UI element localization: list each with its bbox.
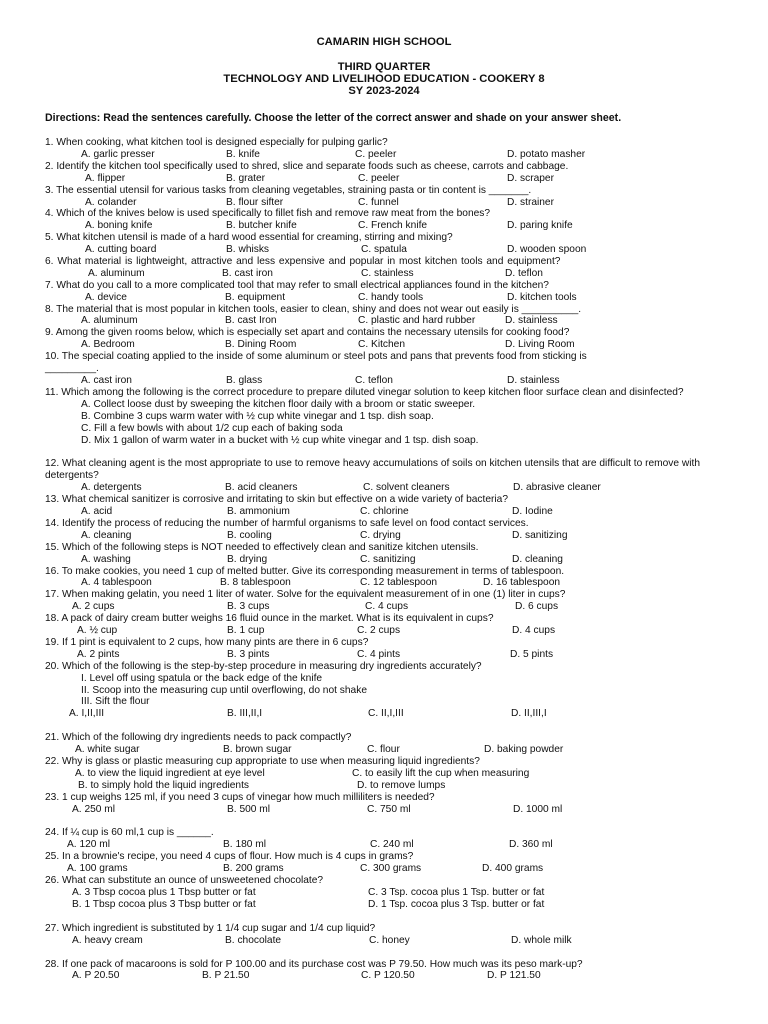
options-18 bbox=[45, 625, 735, 637]
question-9: 9. Among the given rooms below, which is especially set apart and contains the necessary utensils for cooking food? bbox=[45, 327, 570, 339]
option-a: A. ½ cup bbox=[77, 625, 118, 636]
options-26-row1 bbox=[45, 887, 735, 899]
options-27 bbox=[45, 935, 735, 947]
option-d: D. stainless bbox=[505, 315, 558, 327]
question-19: 19. If 1 pint is equivalent to 2 cups, how many pints are there in 6 cups? bbox=[45, 636, 369, 648]
option-a: A. device bbox=[85, 291, 127, 303]
option-c: C. stainless bbox=[361, 267, 414, 279]
question-27: 27. Which ingredient is substituted by 1 1/4 cup sugar and 1/4 cup liquid? bbox=[45, 922, 376, 934]
option-a: A. Collect loose dust by sweeping the kitchen floor daily with a broom or static sweeper. bbox=[81, 398, 476, 410]
option-d: D. P 121.50 bbox=[487, 970, 541, 982]
options-24 bbox=[45, 839, 735, 851]
option-c: C. Fill a few bowls with about 1/2 cup each of baking soda bbox=[81, 422, 343, 434]
spacer bbox=[45, 815, 735, 827]
options-28 bbox=[45, 970, 735, 982]
question-2: 2. Identify the kitchen tool specifically used to shred, slice and separate foods such as cheese, carrots and cabbage. bbox=[45, 160, 569, 172]
option-c: C. 12 tablespoon bbox=[360, 577, 438, 589]
option-a: A. detergents bbox=[81, 482, 142, 494]
option-b: B. Combine 3 cups warm water with ½ cup white vinegar and 1 tsp. dish soap. bbox=[81, 410, 434, 422]
options-23 bbox=[45, 804, 735, 816]
option-c: C. peeler bbox=[358, 172, 400, 184]
option-d: D. Living Room bbox=[505, 339, 575, 351]
question-10: 10. The special coating applied to the inside of some aluminum or steel pots and pans that prevents food from sticking is bbox=[45, 351, 587, 363]
option-a: A. 3 Tbsp cocoa plus 1 Tbsp butter or fat bbox=[72, 886, 256, 898]
option-d: D. sanitizing bbox=[512, 529, 568, 541]
option-a: A. 250 ml bbox=[72, 803, 116, 815]
option-a: A. 120 ml bbox=[67, 839, 111, 851]
option-c: C. 300 grams bbox=[360, 863, 422, 875]
quarter-title: THIRD QUARTER bbox=[337, 61, 431, 73]
option-d: D. paring knife bbox=[507, 220, 573, 232]
option-b: B. 3 pints bbox=[227, 648, 270, 660]
option-b: B. P 21.50 bbox=[202, 970, 250, 982]
options-22-row1 bbox=[45, 768, 735, 780]
option-c: C. plastic and hard rubber bbox=[358, 315, 476, 327]
option-a: A. 100 grams bbox=[67, 863, 128, 875]
question-10-blank: _________. bbox=[45, 363, 99, 375]
option-d: D. stainless bbox=[507, 374, 560, 386]
option-c: C. Kitchen bbox=[358, 339, 405, 351]
question-18: 18. A pack of dairy cream butter weighs 16 fluid ounce in the market. What is its equivalent in cups? bbox=[45, 613, 494, 625]
option-d: D. 16 tablespoon bbox=[483, 577, 561, 589]
option-a: A. I,II,III bbox=[69, 708, 105, 720]
option-b: B. glass bbox=[226, 374, 263, 386]
question-7: 7. What do you call to a more complicated tool that may refer to small electrical appliances found in the kitchen? bbox=[45, 279, 549, 291]
option-c: C. drying bbox=[360, 529, 401, 541]
options-17 bbox=[45, 601, 735, 613]
option-c: C. II,I,III bbox=[368, 708, 404, 720]
question-1: 1. When cooking, what kitchen tool is designed especially for pulping garlic? bbox=[45, 137, 388, 148]
question-20: 20. Which of the following is the step-by-step procedure in measuring dry ingredients accurately? bbox=[45, 660, 482, 672]
question-14: 14. Identify the process of reducing the number of harmful organisms to safe level on food contact services. bbox=[45, 517, 529, 529]
question-13: 13. What chemical sanitizer is corrosive and irritating to skin but effective on a wide variety of bacteria? bbox=[45, 494, 508, 506]
option-d: D. 5 pints bbox=[510, 648, 554, 660]
options-12 bbox=[45, 482, 735, 494]
option-a: A. 4 tablespoon bbox=[81, 577, 152, 589]
option-d: D. scraper bbox=[507, 172, 554, 184]
option-d: D. 4 cups bbox=[512, 625, 556, 636]
option-b: B. cast iron bbox=[222, 267, 273, 279]
options-2 bbox=[45, 173, 735, 185]
option-b: B. flour sifter bbox=[226, 196, 284, 208]
options-26-row2 bbox=[45, 899, 735, 911]
option-d: D. Iodine bbox=[512, 506, 553, 518]
option-a: A. cast iron bbox=[81, 374, 132, 386]
school-name: CAMARIN HIGH SCHOOL bbox=[316, 36, 452, 48]
option-a: A. colander bbox=[85, 196, 137, 208]
option-b: B. brown sugar bbox=[223, 744, 292, 756]
options-16 bbox=[45, 577, 735, 589]
option-b: B. acid cleaners bbox=[225, 482, 298, 494]
option-d: D. wooden spoon bbox=[507, 244, 587, 256]
options-19 bbox=[45, 649, 735, 661]
option-d: D. Mix 1 gallon of warm water in a bucket with ½ cup white vinegar and 1 tsp. dish soap. bbox=[81, 434, 479, 446]
options-9 bbox=[45, 339, 735, 351]
question-16: 16. To make cookies, you need 1 cup of melted butter. Give its corresponding measurement in terms of tablespoon. bbox=[45, 565, 565, 577]
option-c: C. flour bbox=[367, 744, 400, 756]
question-3: 3. The essential utensil for various tasks from cleaning vegetables, straining pasta or tin content is _______. bbox=[45, 184, 532, 196]
option-b: B. knife bbox=[226, 148, 260, 160]
option-b: B. ammonium bbox=[227, 506, 290, 518]
option-b: B. Dining Room bbox=[225, 339, 297, 351]
options-3 bbox=[45, 197, 735, 209]
option-b: B. III,II,I bbox=[227, 708, 263, 720]
question-21: 21. Which of the following dry ingredients needs to pack compactly? bbox=[45, 732, 352, 744]
option-a: A. aluminum bbox=[81, 315, 138, 327]
option-a: A. washing bbox=[81, 553, 131, 565]
option-a: A. 2 pints bbox=[77, 648, 120, 660]
options-25 bbox=[45, 863, 735, 875]
option-c: C. 4 pints bbox=[357, 648, 401, 660]
option-a: A. white sugar bbox=[75, 744, 140, 756]
option-b: B. 500 ml bbox=[227, 803, 271, 815]
option-d: D. to remove lumps bbox=[357, 779, 446, 791]
question-12: 12. What cleaning agent is the most appropriate to use to remove heavy accumulations of soils on kitchen utensils that are difficult to remove with detergents? bbox=[45, 458, 700, 482]
option-d: D. kitchen tools bbox=[507, 291, 577, 303]
directions: Directions: Read the sentences carefully. Choose the letter of the correct answer and shade on your answer sheet. bbox=[45, 112, 622, 124]
option-a: A. cleaning bbox=[81, 529, 132, 541]
option-b: B. cast Iron bbox=[225, 315, 277, 327]
option-a: A. garlic presser bbox=[81, 148, 155, 160]
option-a: A. acid bbox=[81, 506, 113, 518]
option-d: D. strainer bbox=[507, 196, 554, 208]
option-c: C. honey bbox=[369, 934, 410, 946]
option-a: A. P 20.50 bbox=[72, 970, 120, 982]
option-d: D. 360 ml bbox=[509, 839, 553, 851]
options-20 bbox=[45, 708, 735, 720]
option-c: C. handy tools bbox=[358, 291, 424, 303]
option-b: B. cooling bbox=[227, 529, 272, 541]
option-b: B. 180 ml bbox=[223, 839, 267, 851]
step-1: I. Level off using spatula or the back edge of the knife bbox=[81, 672, 323, 684]
option-b: B. 200 grams bbox=[223, 863, 284, 875]
option-b: B. 8 tablespoon bbox=[220, 577, 291, 589]
option-b: B. whisks bbox=[226, 244, 270, 256]
option-b: B. 1 Tbsp cocoa plus 3 Tbsp butter or fat bbox=[72, 898, 256, 910]
spacer bbox=[45, 720, 735, 732]
question-22: 22. Why is glass or plastic measuring cup appropriate to use when measuring liquid ingredients? bbox=[45, 756, 480, 767]
option-d: D. whole milk bbox=[511, 934, 572, 946]
option-d: D. cleaning bbox=[512, 553, 563, 565]
options-15 bbox=[45, 554, 735, 566]
option-b: B. 1 cup bbox=[227, 625, 265, 636]
question-list bbox=[45, 137, 735, 982]
step-3: III. Sift the flour bbox=[81, 696, 150, 708]
option-b: B. 3 cups bbox=[227, 601, 270, 613]
option-a: A. 2 cups bbox=[72, 601, 115, 613]
option-d: D. potato masher bbox=[507, 148, 586, 160]
option-c: C. funnel bbox=[358, 196, 399, 208]
question-28: 28. If one pack of macaroons is sold for P 100.00 and its purchase cost was P 79.50. How much was its peso mark-up? bbox=[45, 958, 583, 970]
options-1 bbox=[45, 149, 735, 161]
option-b: B. grater bbox=[226, 172, 266, 184]
option-b: B. drying bbox=[227, 553, 268, 565]
option-c: C. peeler bbox=[355, 148, 397, 160]
question-8: 8. The material that is most popular in kitchen tools, easier to clean, shiny and does not wear out easily is __________. bbox=[45, 303, 582, 315]
option-a: A. boning knife bbox=[85, 220, 153, 232]
option-d: D. abrasive cleaner bbox=[513, 482, 601, 494]
options-4 bbox=[45, 220, 735, 232]
option-a: A. aluminum bbox=[88, 267, 145, 279]
option-b: B. butcher knife bbox=[226, 220, 297, 232]
options-21 bbox=[45, 744, 735, 756]
option-c: C. to easily lift the cup when measuring bbox=[352, 767, 530, 779]
question-25: 25. In a brownie's recipe, you need 4 cups of flour. How much is 4 cups in grams? bbox=[45, 851, 414, 863]
spacer bbox=[45, 446, 735, 458]
question-15: 15. Which of the following steps is NOT needed to effectively clean and sanitize kitchen utensils. bbox=[45, 541, 479, 553]
question-4: 4. Which of the knives below is used specifically to fillet fish and remove raw meat from the bones? bbox=[45, 208, 491, 220]
question-17: 17. When making gelatin, you need 1 liter of water. Solve for the equivalent measurement of in one (1) liter in cups? bbox=[45, 589, 566, 601]
options-5 bbox=[45, 244, 735, 256]
spacer bbox=[45, 911, 735, 923]
options-7 bbox=[45, 292, 735, 304]
options-6 bbox=[45, 268, 735, 280]
subject-title: TECHNOLOGY AND LIVELIHOOD EDUCATION - COOKERY 8 bbox=[223, 73, 545, 85]
option-c: C. 2 cups bbox=[357, 625, 401, 636]
option-c: C. 4 cups bbox=[365, 601, 409, 613]
option-b: B. to simply hold the liquid ingredients bbox=[78, 779, 250, 791]
option-a: A. cutting board bbox=[85, 244, 157, 256]
option-c: C. 750 ml bbox=[367, 803, 411, 815]
spacer bbox=[45, 947, 735, 959]
option-d: D. 1000 ml bbox=[513, 803, 563, 815]
option-b: B. equipment bbox=[225, 291, 286, 303]
question-26: 26. What can substitute an ounce of unsweetened chocolate? bbox=[45, 875, 324, 887]
school-year: SY 2023-2024 bbox=[348, 85, 420, 97]
option-d: D. baking powder bbox=[484, 744, 564, 756]
option-c: C. 3 Tsp. cocoa plus 1 Tsp. butter or fat bbox=[368, 886, 545, 898]
option-d: D. 1 Tsp. cocoa plus 3 Tsp. butter or fat bbox=[368, 898, 545, 910]
option-a: A. Bedroom bbox=[81, 339, 135, 351]
option-d: D. II,III,I bbox=[511, 708, 547, 720]
options-22-row2 bbox=[45, 780, 735, 792]
option-c: C. P 120.50 bbox=[361, 970, 415, 982]
question-6: 6. What material is lightweight, attractive and less expensive and popular in most kitchen tools and equipment? bbox=[45, 255, 561, 267]
question-24: 24. If ¼ cup is 60 ml,1 cup is ______. bbox=[45, 827, 214, 839]
options-13 bbox=[45, 506, 735, 518]
option-d: D. teflon bbox=[505, 267, 543, 279]
option-b: B. chocolate bbox=[225, 934, 282, 946]
question-5: 5. What kitchen utensil is made of a hard wood essential for creaming, stirring and mixing? bbox=[45, 232, 453, 244]
option-c: C. French knife bbox=[358, 220, 428, 232]
option-c: C. teflon bbox=[355, 374, 393, 386]
options-10 bbox=[45, 375, 735, 387]
option-d: D. 6 cups bbox=[515, 601, 559, 613]
question-11: 11. Which among the following is the correct procedure to prepare diluted vinegar solution to keep kitchen floor surface clean and disinfected? bbox=[45, 386, 684, 398]
option-c: C. sanitizing bbox=[360, 553, 416, 565]
options-14 bbox=[45, 530, 735, 542]
options-8 bbox=[45, 315, 735, 327]
option-a: A. flipper bbox=[85, 172, 126, 184]
step-2: II. Scoop into the measuring cup until overflowing, do not shake bbox=[81, 684, 367, 696]
option-d: D. 400 grams bbox=[482, 863, 544, 875]
option-a: A. to view the liquid ingredient at eye level bbox=[75, 767, 265, 779]
option-c: C. chlorine bbox=[360, 506, 409, 518]
question-23: 23. 1 cup weighs 125 ml, if you need 3 cups of vinegar how much milliliters is needed? bbox=[45, 791, 435, 803]
option-c: C. spatula bbox=[361, 244, 407, 256]
option-a: A. heavy cream bbox=[72, 934, 143, 946]
option-c: C. 240 ml bbox=[370, 839, 414, 851]
option-c: C. solvent cleaners bbox=[363, 482, 450, 494]
